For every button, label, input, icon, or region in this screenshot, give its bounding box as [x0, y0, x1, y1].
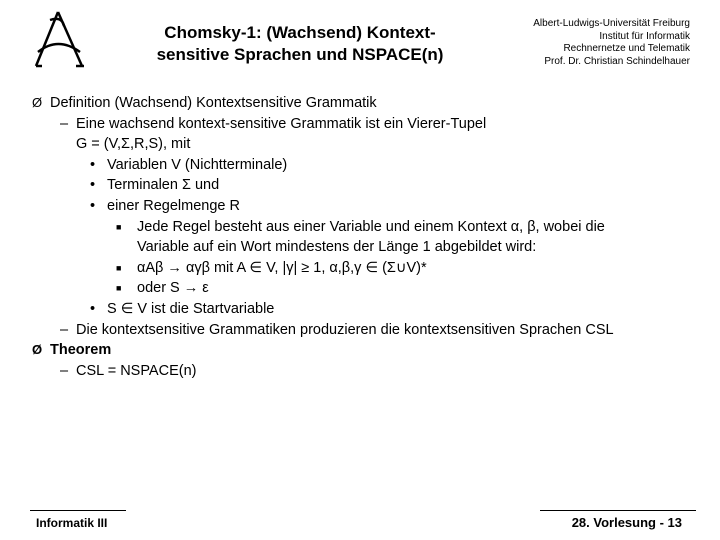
definition-line-2: G = (V,Σ,R,S), mit [76, 136, 191, 153]
institute-name: Institut für Informatik [599, 30, 690, 42]
list-item-start-variable [32, 299, 702, 320]
university-name: Albert-Ludwigs-Universität Freiburg [533, 18, 690, 29]
arrow-bullet-icon: Ø [32, 95, 43, 110]
rule-epsilon-text: oder S → ε [137, 280, 209, 297]
institution-block [533, 18, 690, 68]
title-line-2: sensitive Sprachen und NSPACE(n) [156, 45, 444, 64]
dash-bullet: – [60, 115, 69, 132]
definition-item [32, 93, 702, 114]
slide-body [32, 93, 702, 381]
theorem-heading: Theorem [50, 342, 112, 359]
footer-divider-right [540, 510, 696, 511]
theorem-item [32, 340, 702, 361]
rule-desc-line-1: Jede Regel besteht aus einer Variable und einem Kontext α, β, wobei die [137, 218, 605, 235]
dash-bullet: – [60, 362, 69, 379]
footer-divider-left [30, 510, 126, 511]
arrow-bullet-icon: Ø [32, 342, 43, 358]
theorem-statement-item [32, 361, 702, 382]
definition-heading: Definition (Wachsend) Kontextsensitive Grammatik [50, 95, 377, 111]
square-bullet-icon: ■ [116, 283, 122, 294]
definition-line-1: Eine wachsend kontext-sensitive Grammatik ist ein Vierer-Tupel [76, 115, 487, 132]
rules-text: einer Regelmenge R [107, 197, 240, 214]
theorem-statement: CSL = NSPACE(n) [76, 362, 197, 379]
list-item-terminals [32, 175, 702, 196]
dot-bullet: • [90, 156, 96, 173]
list-item-variables [32, 155, 702, 176]
square-bullet-icon: ■ [116, 262, 122, 273]
definition-text [32, 114, 702, 155]
dot-bullet: • [90, 300, 96, 317]
start-variable-text: S ∈ V ist die Startvariable [107, 300, 275, 317]
dot-bullet: • [90, 197, 96, 214]
professor-name: Prof. Dr. Christian Schindelhauer [544, 55, 690, 67]
lecture-page-number: 28. Vorlesung - 13 [571, 515, 682, 530]
list-item-rule-description [32, 217, 702, 258]
title-line-1: Chomsky-1: (Wachsend) Kontext- [164, 23, 436, 42]
terminals-text: Terminalen Σ und [107, 177, 220, 194]
university-logo-icon [28, 8, 88, 70]
dash-bullet: – [60, 321, 69, 338]
square-bullet-icon: ■ [116, 221, 122, 232]
rule-desc-line-2: Variable auf ein Wort mindestens der Länge 1 abgebildet wird: [137, 239, 537, 256]
slide-title [120, 22, 480, 66]
list-item-rules [32, 196, 702, 217]
produce-item [32, 320, 702, 341]
course-name: Informatik III [36, 516, 108, 530]
list-item-rule-epsilon [32, 278, 702, 299]
produce-text: Die kontextsensitive Grammatiken produzieren die kontextsensitiven Sprachen CSL [76, 321, 614, 338]
variables-text: Variablen V (Nichtterminale) [107, 156, 288, 173]
rule-form-text: αAβ → αγβ mit A ∈ V, |γ| ≥ 1, α,β,γ ∈ (Σ∪V)* [137, 259, 427, 276]
department-name: Rechnernetze und Telematik [563, 43, 690, 54]
dot-bullet: • [90, 177, 96, 194]
list-item-rule-form [32, 258, 702, 279]
